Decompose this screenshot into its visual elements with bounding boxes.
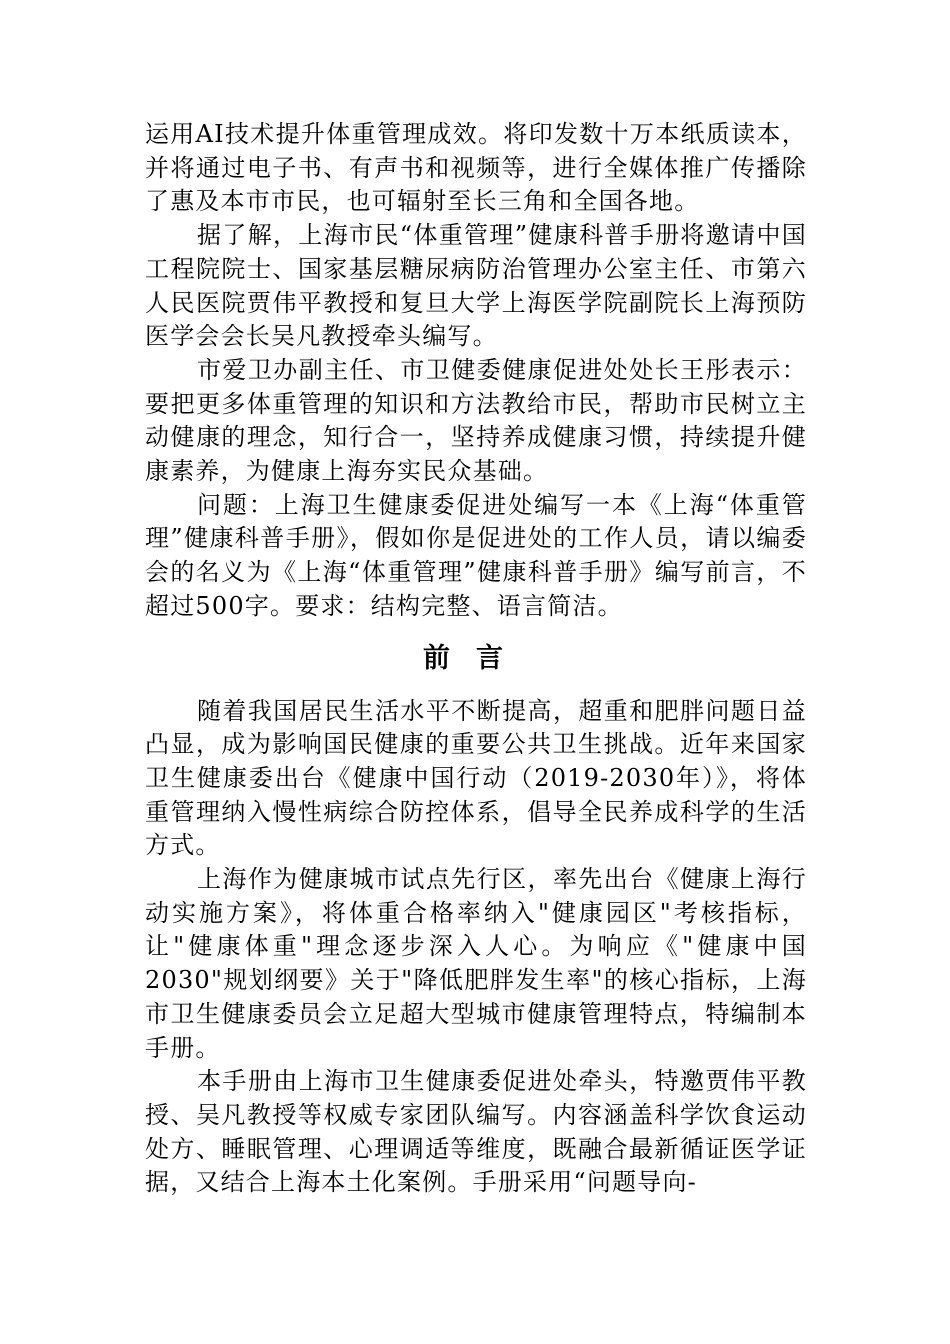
paragraph: 运用AI技术提升体重管理成效。将印发数十万本纸质读本，并将通过电子书、有声书和视频等，进行全媒体推广传播除了惠及本市市民，也可辐射至长三角和全国各地。	[145, 120, 807, 216]
paragraph: 据了解，上海市民“体重管理”健康科普手册将邀请中国工程院院士、国家基层糖尿病防治管理办公室主任、市第六人民医院贾伟平教授和复旦大学上海医学院副院长上海预防医学会会长吴凡教授牵头编写。	[145, 221, 807, 351]
paragraph: 上海作为健康城市试点先行区，率先出台《健康上海行动实施方案》，将体重合格率纳入"健康园区"考核指标，让"健康体重"理念逐步深入人心。为响应《"健康中国2030"规划纲要》关于"降低肥胖发生率"的核心指标，上海市卫生健康委员会立足超大型城市健康管理特点，特编制本手册。	[145, 865, 807, 1062]
question-paragraph: 问题：上海卫生健康委促进处编写一本《上海“体重管理”健康科普手册》，假如你是促进处的工作人员，请以编委会的名义为《上海“体重管理”健康科普手册》编写前言，不超过500字。要求：结构完整、语言简洁。	[145, 490, 807, 620]
section-heading: 前言	[423, 642, 529, 674]
paragraph: 随着我国居民生活水平不断提高，超重和肥胖问题日益凸显，成为影响国民健康的重要公共卫生挑战。近年来国家卫生健康委出台《健康中国行动（2019-2030年）》，将体重管理纳入慢性病综合防控体系，倡导全民养成科学的生活方式。	[145, 696, 807, 860]
paragraph: 本手册由上海市卫生健康委促进处牵头，特邀贾伟平教授、吴凡教授等权威专家团队编写。内容涵盖科学饮食运动处方、睡眠管理、心理调适等维度，既融合最新循证医学证据，又结合上海本土化案例。手册采用“问题导向-	[145, 1067, 807, 1197]
paragraph: 市爱卫办副主任、市卫健委健康促进处处长王彤表示：要把更多体重管理的知识和方法教给市民，帮助市民树立主动健康的理念，知行合一，坚持养成健康习惯，持续提升健康素养，为健康上海夯实民众基础。	[145, 355, 807, 486]
document-body	[145, 118, 807, 1200]
